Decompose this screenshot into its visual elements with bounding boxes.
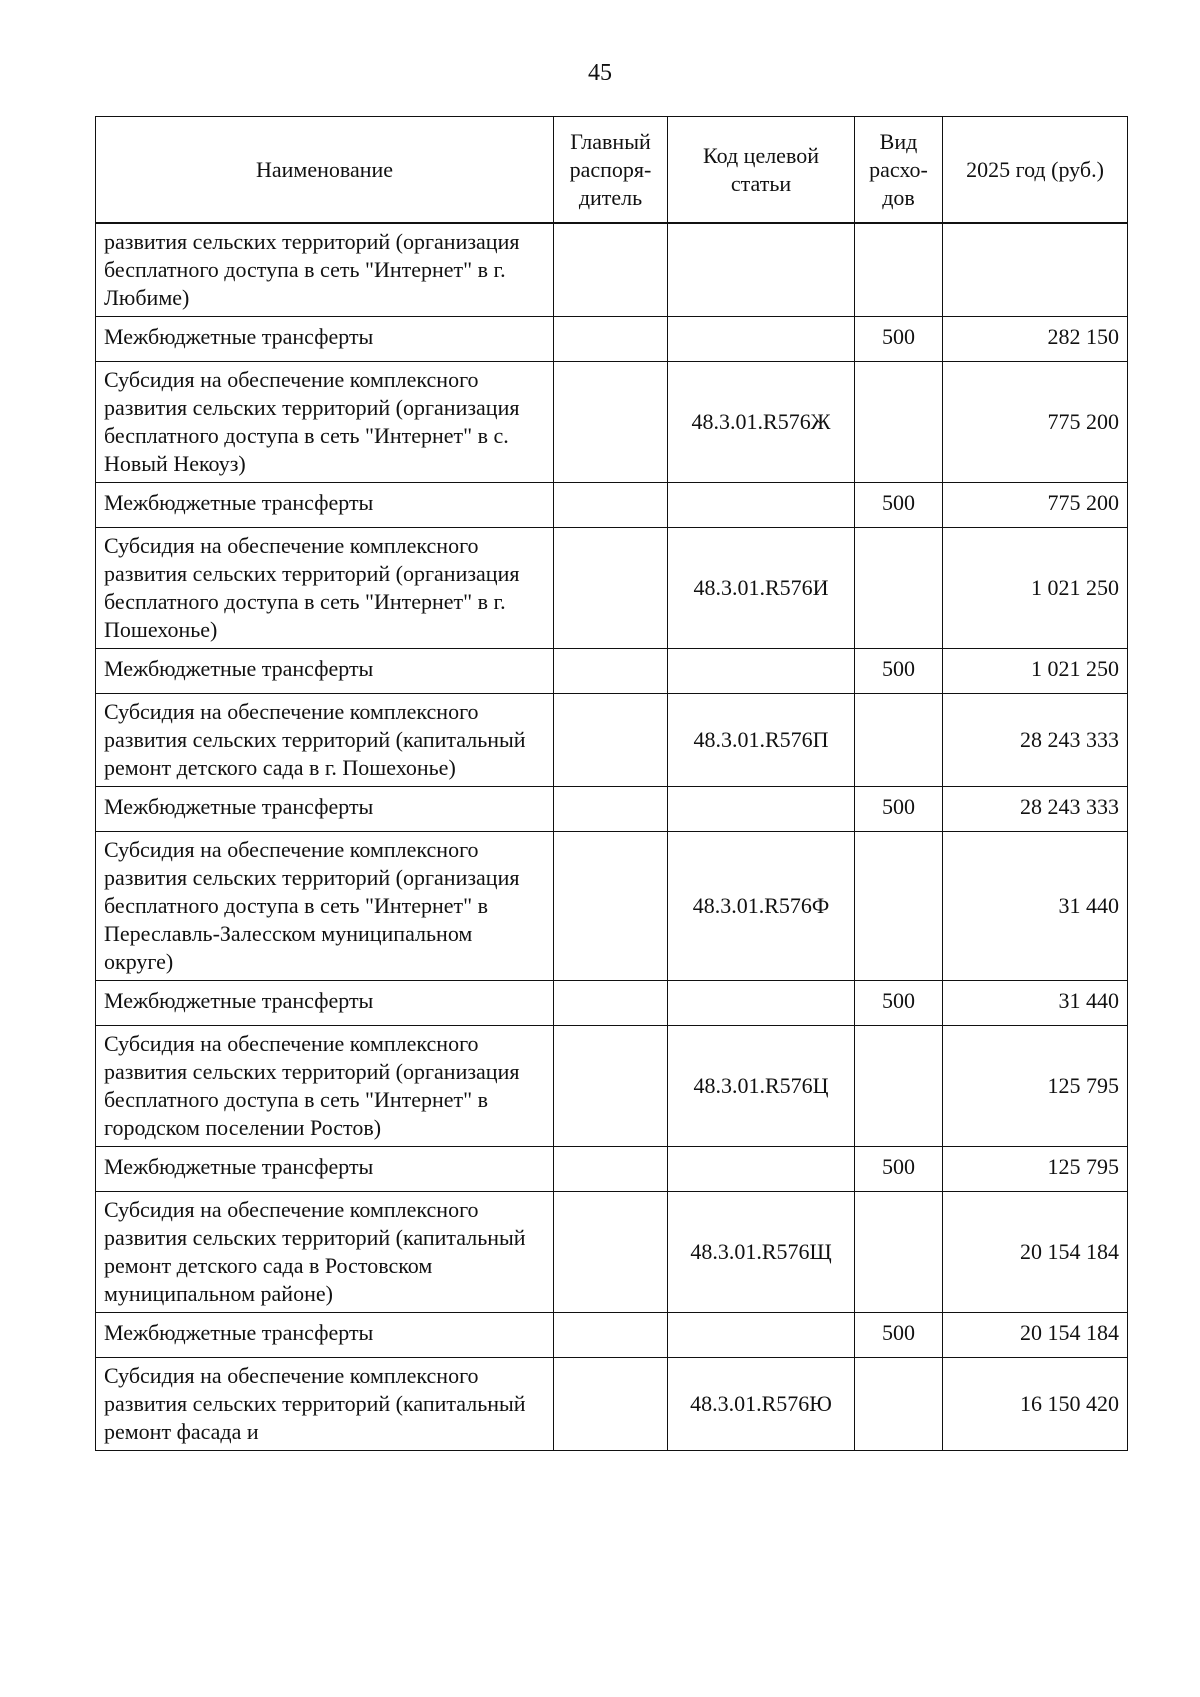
cell-grbs: [554, 1313, 668, 1358]
cell-name: Субсидия на обеспечение комплексного развития сельских территорий (капитальный ремонт детского сада в г. Пошехонье): [96, 694, 554, 787]
table-row: [96, 832, 1128, 981]
cell-name: Межбюджетные трансферты: [96, 787, 554, 832]
cell-name: развития сельских территорий (организация бесплатного доступа в сеть "Интернет" в г. Любиме): [96, 223, 554, 317]
table-row: [96, 1313, 1128, 1358]
table-row: [96, 1192, 1128, 1313]
cell-code: 48.3.01.R576Щ: [668, 1192, 855, 1313]
cell-kind: 500: [855, 317, 943, 362]
cell-name: Субсидия на обеспечение комплексного развития сельских территорий (организация бесплатного доступа в сеть "Интернет" в г. Пошехонье): [96, 528, 554, 649]
table-row: [96, 694, 1128, 787]
cell-amount: 31 440: [943, 981, 1128, 1026]
header-kind: Вид расхо-дов: [855, 117, 943, 224]
cell-kind: 500: [855, 649, 943, 694]
cell-kind: [855, 694, 943, 787]
table-row: [96, 1026, 1128, 1147]
cell-amount: 1 021 250: [943, 649, 1128, 694]
cell-amount: 28 243 333: [943, 694, 1128, 787]
cell-code: [668, 1313, 855, 1358]
cell-grbs: [554, 787, 668, 832]
cell-kind: [855, 1026, 943, 1147]
cell-code: [668, 483, 855, 528]
cell-name: Субсидия на обеспечение комплексного развития сельских территорий (капитальный ремонт фасада и: [96, 1358, 554, 1451]
cell-kind: 500: [855, 981, 943, 1026]
cell-amount: 1 021 250: [943, 528, 1128, 649]
cell-amount: 16 150 420: [943, 1358, 1128, 1451]
header-name: Наименование: [96, 117, 554, 224]
table-row: [96, 528, 1128, 649]
cell-name: Межбюджетные трансферты: [96, 1313, 554, 1358]
cell-kind: [855, 528, 943, 649]
cell-name: Субсидия на обеспечение комплексного развития сельских территорий (организация бесплатного доступа в сеть "Интернет" в городском поселении Ростов): [96, 1026, 554, 1147]
cell-grbs: [554, 317, 668, 362]
cell-kind: 500: [855, 1313, 943, 1358]
cell-grbs: [554, 528, 668, 649]
cell-name: Межбюджетные трансферты: [96, 1147, 554, 1192]
cell-grbs: [554, 649, 668, 694]
cell-amount: 20 154 184: [943, 1313, 1128, 1358]
budget-table: [95, 116, 1128, 1451]
table-body: [96, 223, 1128, 1451]
table-row: [96, 317, 1128, 362]
cell-amount: 31 440: [943, 832, 1128, 981]
cell-kind: [855, 832, 943, 981]
cell-code: [668, 981, 855, 1026]
cell-name: Субсидия на обеспечение комплексного развития сельских территорий (организация бесплатного доступа в сеть "Интернет" в Переславль-Залесском муниципальном округе): [96, 832, 554, 981]
page-number: 45: [588, 60, 612, 86]
cell-code: [668, 317, 855, 362]
cell-code: 48.3.01.R576Ф: [668, 832, 855, 981]
cell-name: Межбюджетные трансферты: [96, 483, 554, 528]
cell-code: 48.3.01.R576П: [668, 694, 855, 787]
table-row: [96, 483, 1128, 528]
cell-kind: [855, 362, 943, 483]
header-amount: 2025 год (руб.): [943, 117, 1128, 224]
cell-name: Межбюджетные трансферты: [96, 317, 554, 362]
table-row: [96, 649, 1128, 694]
cell-grbs: [554, 832, 668, 981]
cell-amount: 775 200: [943, 483, 1128, 528]
cell-grbs: [554, 694, 668, 787]
table-row: [96, 981, 1128, 1026]
header-code: Код целевой статьи: [668, 117, 855, 224]
cell-amount: 20 154 184: [943, 1192, 1128, 1313]
cell-code: [668, 223, 855, 317]
cell-name: Межбюджетные трансферты: [96, 649, 554, 694]
cell-amount: 775 200: [943, 362, 1128, 483]
cell-name: Субсидия на обеспечение комплексного развития сельских территорий (организация бесплатного доступа в сеть "Интернет" в с. Новый Некоуз): [96, 362, 554, 483]
cell-grbs: [554, 1358, 668, 1451]
table-row: [96, 787, 1128, 832]
cell-grbs: [554, 1026, 668, 1147]
table-row: [96, 1358, 1128, 1451]
cell-code: 48.3.01.R576Ж: [668, 362, 855, 483]
cell-code: [668, 787, 855, 832]
cell-grbs: [554, 1147, 668, 1192]
cell-code: [668, 649, 855, 694]
cell-name: Субсидия на обеспечение комплексного развития сельских территорий (капитальный ремонт детского сада в Ростовском муниципальном районе): [96, 1192, 554, 1313]
cell-grbs: [554, 223, 668, 317]
cell-amount: 282 150: [943, 317, 1128, 362]
cell-code: 48.3.01.R576Ц: [668, 1026, 855, 1147]
cell-kind: 500: [855, 787, 943, 832]
cell-kind: [855, 1192, 943, 1313]
cell-kind: [855, 223, 943, 317]
cell-grbs: [554, 483, 668, 528]
cell-amount: 28 243 333: [943, 787, 1128, 832]
cell-amount: 125 795: [943, 1147, 1128, 1192]
cell-grbs: [554, 1192, 668, 1313]
cell-code: 48.3.01.R576Ю: [668, 1358, 855, 1451]
cell-grbs: [554, 362, 668, 483]
table-row: [96, 362, 1128, 483]
cell-amount: 125 795: [943, 1026, 1128, 1147]
cell-code: [668, 1147, 855, 1192]
table-row: [96, 1147, 1128, 1192]
header-grbs: Главный распоря-дитель: [554, 117, 668, 224]
cell-code: 48.3.01.R576И: [668, 528, 855, 649]
cell-kind: [855, 1358, 943, 1451]
cell-grbs: [554, 981, 668, 1026]
cell-kind: 500: [855, 483, 943, 528]
cell-kind: 500: [855, 1147, 943, 1192]
table-header: [96, 117, 1128, 224]
cell-name: Межбюджетные трансферты: [96, 981, 554, 1026]
cell-amount: [943, 223, 1128, 317]
table-row: [96, 223, 1128, 317]
